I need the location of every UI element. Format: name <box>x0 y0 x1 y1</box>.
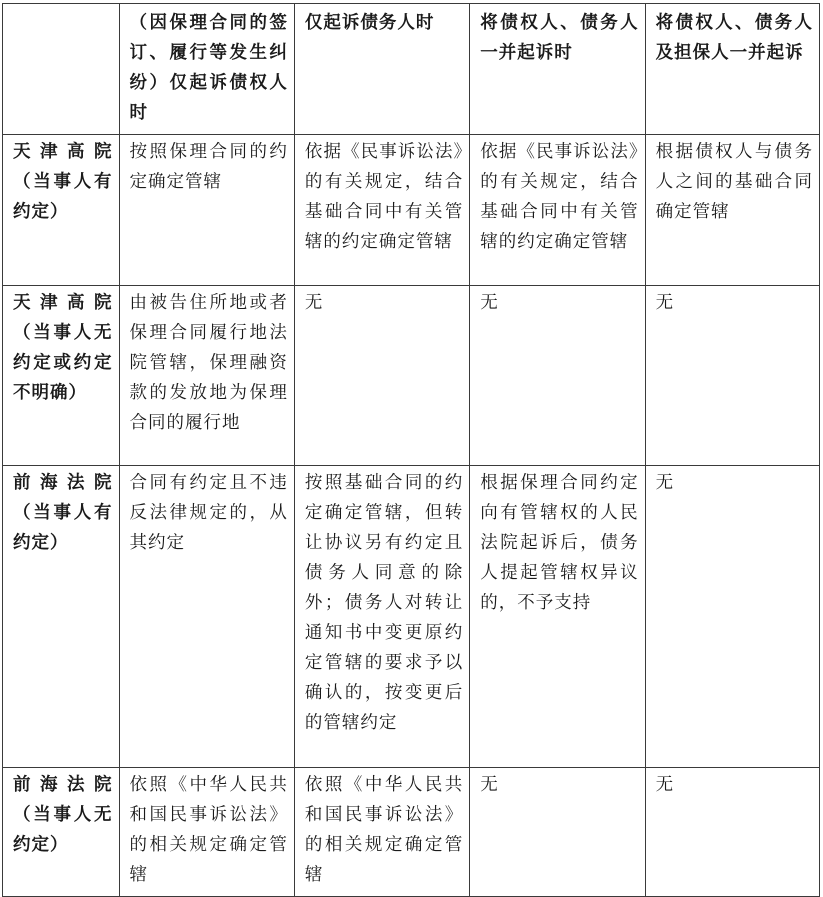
table-cell: 合同有约定且不违反法律规定的，从其约定 <box>119 466 294 768</box>
court-label: 天津高院（当事人有约定） <box>3 135 120 286</box>
table-cell: 依据《民事诉讼法》的有关规定，结合基础合同中有关管辖的约定确定管辖 <box>470 135 645 286</box>
table-cell: 由被告住所地或者保理合同履行地法院管辖，保理融资款的发放地为保理合同的履行地 <box>119 286 294 466</box>
table-row <box>3 466 820 768</box>
table-cell: 无 <box>645 768 819 897</box>
table-cell: 无 <box>470 768 645 897</box>
table-cell: 按照基础合同的约定确定管辖，但转让协议另有约定且债务人同意的除外；债务人对转让通知书中变更原约定管辖的要求予以确认的，按变更后的管辖约定 <box>294 466 469 768</box>
table-cell: 无 <box>645 286 819 466</box>
table-cell: 依据《民事诉讼法》的有关规定，结合基础合同中有关管辖的约定确定管辖 <box>294 135 469 286</box>
header-sue-creditor-only: （因保理合同的签订、履行等发生纠纷）仅起诉债权人时 <box>119 4 294 135</box>
table-row <box>3 286 820 466</box>
header-sue-creditor-debtor-guarantor: 将债权人、债务人及担保人一并起诉 <box>645 4 819 135</box>
table-row <box>3 135 820 286</box>
jurisdiction-comparison-table <box>2 3 820 897</box>
table-cell: 无 <box>645 466 819 768</box>
header-corner-cell <box>3 4 120 135</box>
table-cell: 无 <box>470 286 645 466</box>
header-sue-creditor-and-debtor: 将债权人、债务人一并起诉时 <box>470 4 645 135</box>
table-cell: 根据债权人与债务人之间的基础合同确定管辖 <box>645 135 819 286</box>
court-label: 天津高院（当事人无约定或约定不明确） <box>3 286 120 466</box>
table-cell: 按照保理合同的约定确定管辖 <box>119 135 294 286</box>
table-cell: 依照《中华人民共和国民事诉讼法》的相关规定确定管辖 <box>119 768 294 897</box>
table-row <box>3 768 820 897</box>
court-label: 前海法院（当事人无约定） <box>3 768 120 897</box>
table-cell: 根据保理合同约定向有管辖权的人民法院起诉后，债务人提起管辖权异议的，不予支持 <box>470 466 645 768</box>
header-row <box>3 4 820 135</box>
table-cell: 无 <box>294 286 469 466</box>
court-label: 前海法院（当事人有约定） <box>3 466 120 768</box>
table-cell: 依照《中华人民共和国民事诉讼法》的相关规定确定管辖 <box>294 768 469 897</box>
header-sue-debtor-only: 仅起诉债务人时 <box>294 4 469 135</box>
